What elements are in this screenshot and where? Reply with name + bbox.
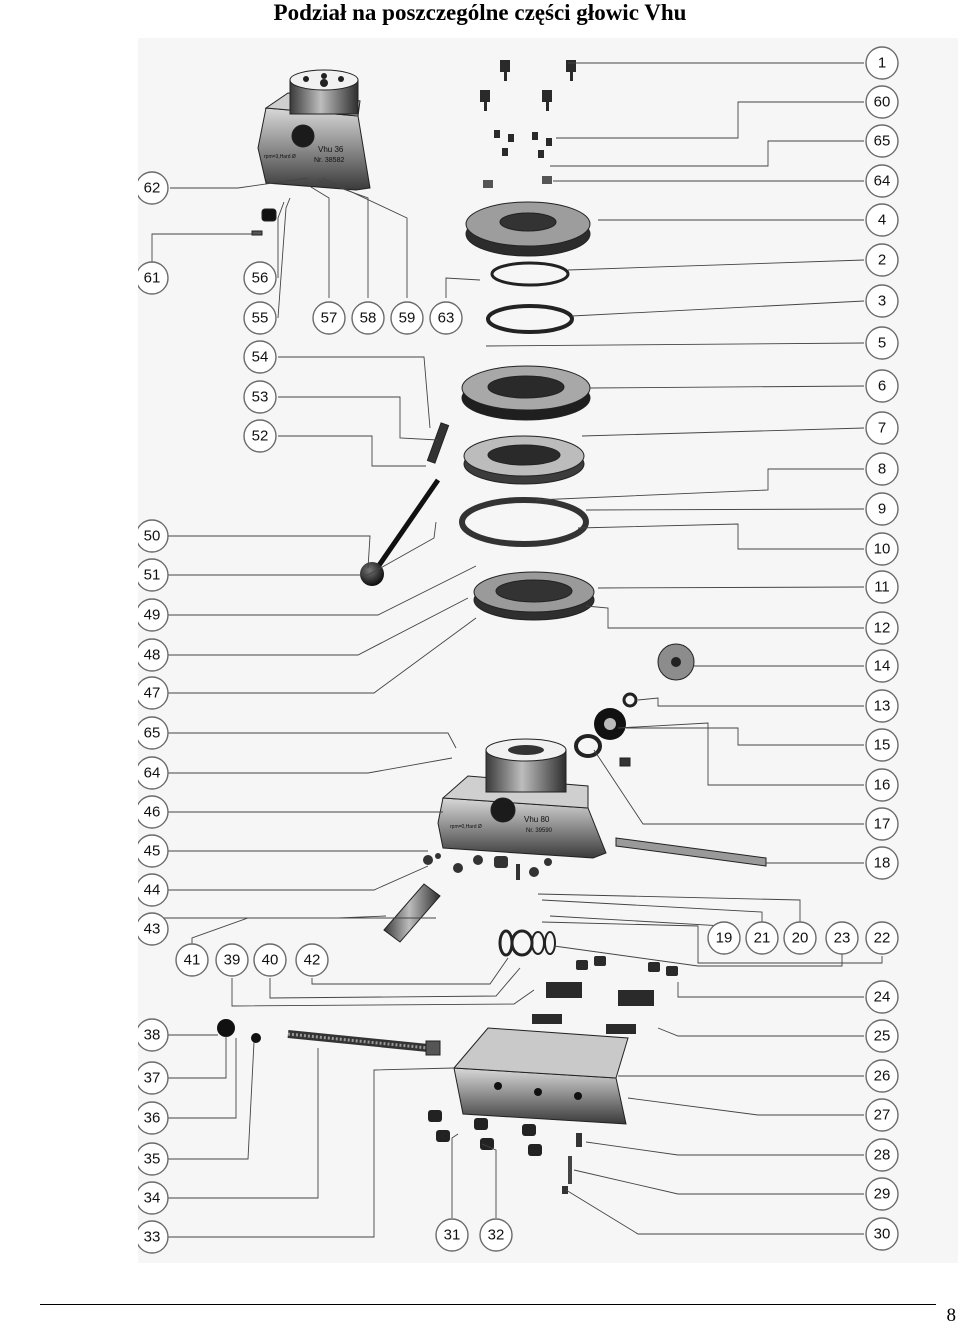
callout-label: 57 (320, 309, 338, 327)
callout-52 (244, 420, 276, 452)
callout-label: 38 (143, 1026, 161, 1044)
callout-65 (866, 125, 898, 157)
callout-64 (138, 757, 168, 789)
callout-47 (138, 677, 168, 709)
callout-33 (138, 1221, 168, 1253)
callout-label: 2 (877, 251, 887, 269)
callout-14 (866, 650, 898, 682)
callout-label: 24 (873, 988, 891, 1006)
callout-12 (866, 612, 898, 644)
callout-16 (866, 769, 898, 801)
callout-label: 5 (877, 334, 887, 352)
callout-label: 49 (143, 606, 161, 624)
callout-label: 3 (877, 292, 887, 310)
callout-label: 52 (251, 427, 269, 445)
callout-36 (138, 1102, 168, 1134)
callout-label: 10 (873, 540, 891, 558)
callout-39 (216, 944, 248, 976)
bottom-head-model-engraving: Vhu 80 (524, 815, 550, 824)
callout-label: 56 (251, 269, 269, 287)
callout-50 (138, 520, 168, 552)
callout-label: 23 (833, 929, 851, 947)
callout-label: 7 (877, 419, 887, 437)
callout-63 (430, 302, 462, 334)
gear-part-13 (594, 708, 626, 740)
callout-label: 55 (251, 309, 269, 327)
callout-label: 18 (873, 854, 891, 872)
bottom-head-note-engraving: rpm=0,Hard Ø (450, 824, 482, 830)
callout-label: 32 (487, 1226, 505, 1244)
callout-53 (244, 381, 276, 413)
callout-label: 51 (143, 566, 161, 584)
callout-label: 19 (715, 929, 733, 947)
callout-label: 46 (143, 803, 161, 821)
callout-label: 45 (143, 842, 161, 860)
callout-label: 31 (443, 1226, 461, 1244)
callout-label: 63 (437, 309, 455, 327)
callout-9 (866, 493, 898, 525)
callout-label: 42 (303, 951, 321, 969)
callout-61 (138, 262, 168, 294)
callout-55 (244, 302, 276, 334)
callout-label: 48 (143, 646, 161, 664)
callout-label: 4 (877, 211, 887, 229)
callout-24 (866, 981, 898, 1013)
callout-3 (866, 285, 898, 317)
callout-label: 53 (251, 388, 269, 406)
callout-label: 34 (143, 1189, 161, 1207)
callout-label: 65 (143, 724, 161, 742)
callout-label: 44 (143, 881, 161, 899)
callout-label: 6 (877, 377, 887, 395)
callout-label: 13 (873, 697, 891, 715)
callout-label: 26 (873, 1067, 891, 1085)
callout-label: 62 (143, 179, 161, 197)
callout-44 (138, 874, 168, 906)
callout-45 (138, 835, 168, 867)
callout-label: 25 (873, 1027, 891, 1045)
callout-51 (138, 559, 168, 591)
callout-26 (866, 1060, 898, 1092)
page-title: Podział na poszczególne części głowic Vhu (273, 0, 687, 25)
callout-label: 14 (873, 657, 891, 675)
callout-57 (313, 302, 345, 334)
callout-31 (436, 1219, 468, 1251)
callout-label: 9 (877, 500, 887, 518)
callout-15 (866, 729, 898, 761)
callout-label: 35 (143, 1150, 161, 1168)
callout-42 (296, 944, 328, 976)
callout-label: 29 (873, 1185, 891, 1203)
callout-38 (138, 1019, 168, 1051)
callout-37 (138, 1062, 168, 1094)
callout-label: 36 (143, 1109, 161, 1127)
bottom-slide-block (454, 1028, 628, 1124)
callout-27 (866, 1099, 898, 1131)
callout-label: 54 (251, 348, 269, 366)
callout-label: 12 (873, 619, 891, 637)
callout-40 (254, 944, 286, 976)
callout-49 (138, 599, 168, 631)
callout-46 (138, 796, 168, 828)
callout-28 (866, 1139, 898, 1171)
callout-56 (244, 262, 276, 294)
callout-43 (138, 913, 168, 945)
page-number: 8 (946, 1305, 956, 1326)
top-head-note-engraving: rpm=3,Hard Ø (264, 154, 296, 160)
callout-65 (138, 717, 168, 749)
callout-59 (391, 302, 423, 334)
callout-label: 39 (223, 951, 241, 969)
callout-label: 8 (877, 460, 887, 478)
callout-58 (352, 302, 384, 334)
callout-19 (708, 922, 740, 954)
callout-7 (866, 412, 898, 444)
callout-label: 16 (873, 776, 891, 794)
callout-48 (138, 639, 168, 671)
callout-25 (866, 1020, 898, 1052)
callout-18 (866, 847, 898, 879)
callout-34 (138, 1182, 168, 1214)
callout-label: 30 (873, 1225, 891, 1243)
exploded-parts-diagram (138, 38, 958, 1263)
callout-2 (866, 244, 898, 276)
callout-label: 43 (143, 920, 161, 938)
callout-1 (866, 47, 898, 79)
callout-label: 58 (359, 309, 377, 327)
callout-label: 60 (873, 93, 891, 111)
footer-rule (40, 1304, 936, 1305)
callout-4 (866, 204, 898, 236)
callout-30 (866, 1218, 898, 1250)
callout-label: 47 (143, 684, 161, 702)
callout-label: 64 (873, 172, 891, 190)
callout-22 (866, 922, 898, 954)
callout-32 (480, 1219, 512, 1251)
callout-11 (866, 571, 898, 603)
callout-64 (866, 165, 898, 197)
top-head-model-engraving: Vhu 36 (318, 145, 344, 154)
callout-20 (784, 922, 816, 954)
callout-label: 17 (873, 815, 891, 833)
callout-23 (826, 922, 858, 954)
callout-label: 40 (261, 951, 279, 969)
callout-label: 61 (143, 269, 161, 287)
callout-label: 33 (143, 1228, 161, 1246)
callout-label: 41 (183, 951, 201, 969)
callout-8 (866, 453, 898, 485)
callout-label: 21 (753, 929, 771, 947)
callout-10 (866, 533, 898, 565)
callout-label: 28 (873, 1146, 891, 1164)
bottom-head-serial-engraving: Nr. 39590 (526, 828, 553, 834)
callout-13 (866, 690, 898, 722)
callout-label: 64 (143, 764, 161, 782)
callout-54 (244, 341, 276, 373)
callout-label: 50 (143, 527, 161, 545)
callout-35 (138, 1143, 168, 1175)
callout-5 (866, 327, 898, 359)
top-head-serial-engraving: Nr. 38582 (314, 157, 345, 164)
callout-17 (866, 808, 898, 840)
callout-label: 22 (873, 929, 891, 947)
callout-label: 27 (873, 1106, 891, 1124)
callout-label: 11 (874, 578, 890, 596)
callout-60 (866, 86, 898, 118)
callout-62 (138, 172, 168, 204)
callout-label: 1 (877, 54, 887, 72)
callout-label: 59 (398, 309, 416, 327)
callout-29 (866, 1178, 898, 1210)
callout-41 (176, 944, 208, 976)
callout-label: 20 (791, 929, 809, 947)
callout-6 (866, 370, 898, 402)
callout-21 (746, 922, 778, 954)
callout-label: 15 (873, 736, 891, 754)
callout-label: 65 (873, 132, 891, 150)
callout-label: 37 (143, 1069, 161, 1087)
